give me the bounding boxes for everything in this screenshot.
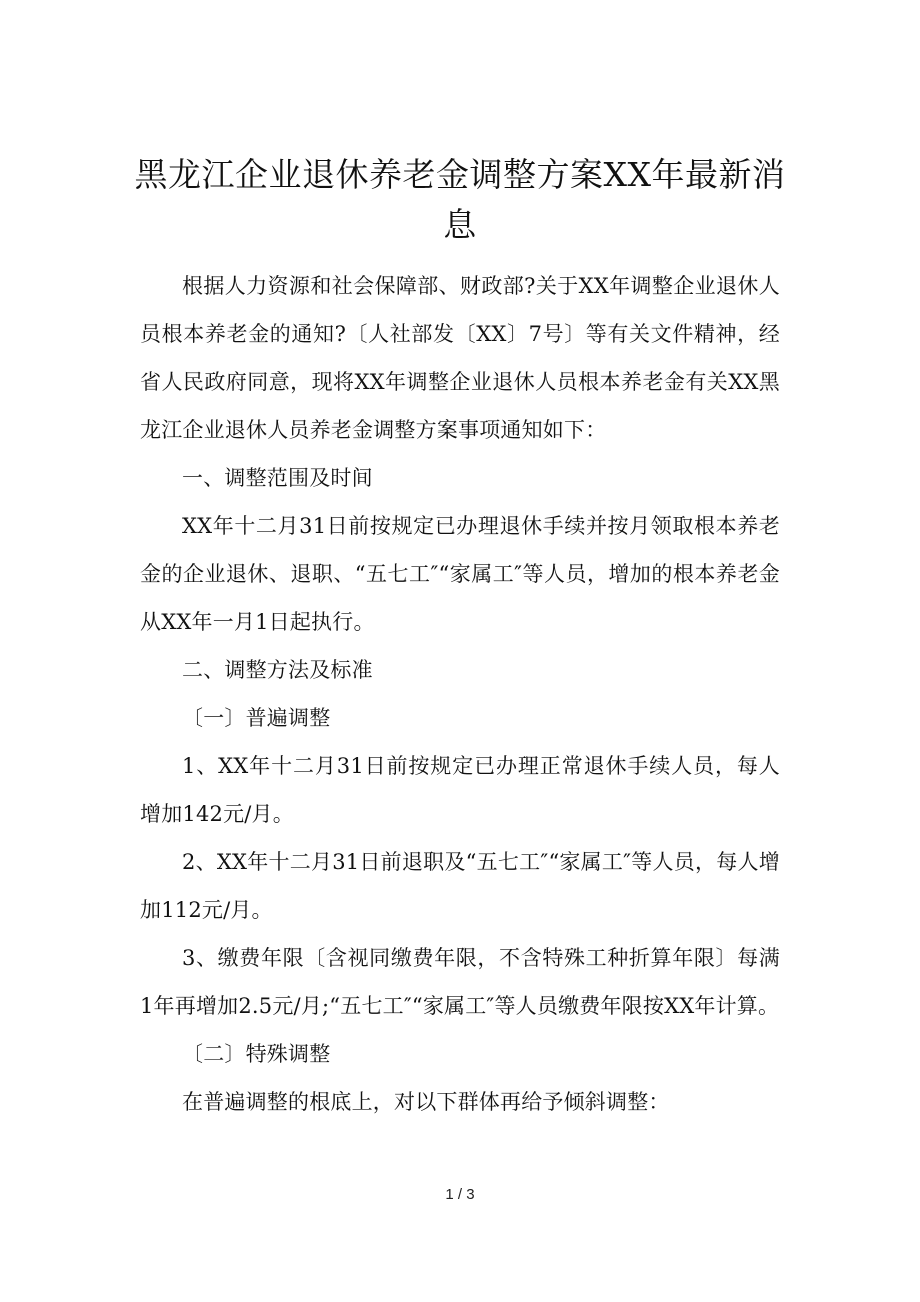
paragraph-item-2: 2、XX年十二月31日前退职及“五七工″“家属工″等人员，每人增加112元/月。: [140, 850, 780, 922]
paragraph-intro: 根据人力资源和社会保障部、财政部?关于XX年调整企业退休人员根本养老金的通知?〔人社部发〔XX〕7号〕等有关文件精神，经省人民政府同意，现将XX年调整企业退休人员根本养老金有关XX黑龙江企业退休人员养老金调整方案事项通知如下：: [140, 274, 780, 442]
section-heading-method: 二、调整方法及标准: [182, 658, 373, 682]
subsection-heading-general: 〔一〕普遍调整: [182, 706, 331, 730]
page-number: 1 / 3: [445, 1186, 475, 1203]
document-body: [140, 262, 780, 1126]
paragraph-item-1: 1、XX年十二月31日前按规定已办理正常退休手续人员，每人增加142元/月。: [140, 754, 780, 826]
paragraph-scope: XX年十二月31日前按规定已办理退休手续并按月领取根本养老金的企业退休、退职、“五七工″“家属工″等人员，增加的根本养老金从XX年一月1日起执行。: [140, 514, 780, 634]
paragraph-special-intro: 在普遍调整的根底上，对以下群体再给予倾斜调整：: [182, 1090, 670, 1114]
subsection-heading-special: 〔二〕特殊调整: [182, 1042, 331, 1066]
document-title: 黑龙江企业退休养老金调整方案XX年最新消息: [134, 155, 786, 244]
paragraph-item-3: 3、缴费年限〔含视同缴费年限，不含特殊工种折算年限〕每满1年再增加2.5元/月;“五七工″“家属工″等人员缴费年限按XX年计算。: [140, 946, 780, 1018]
section-heading-scope: 一、调整范围及时间: [182, 466, 373, 490]
